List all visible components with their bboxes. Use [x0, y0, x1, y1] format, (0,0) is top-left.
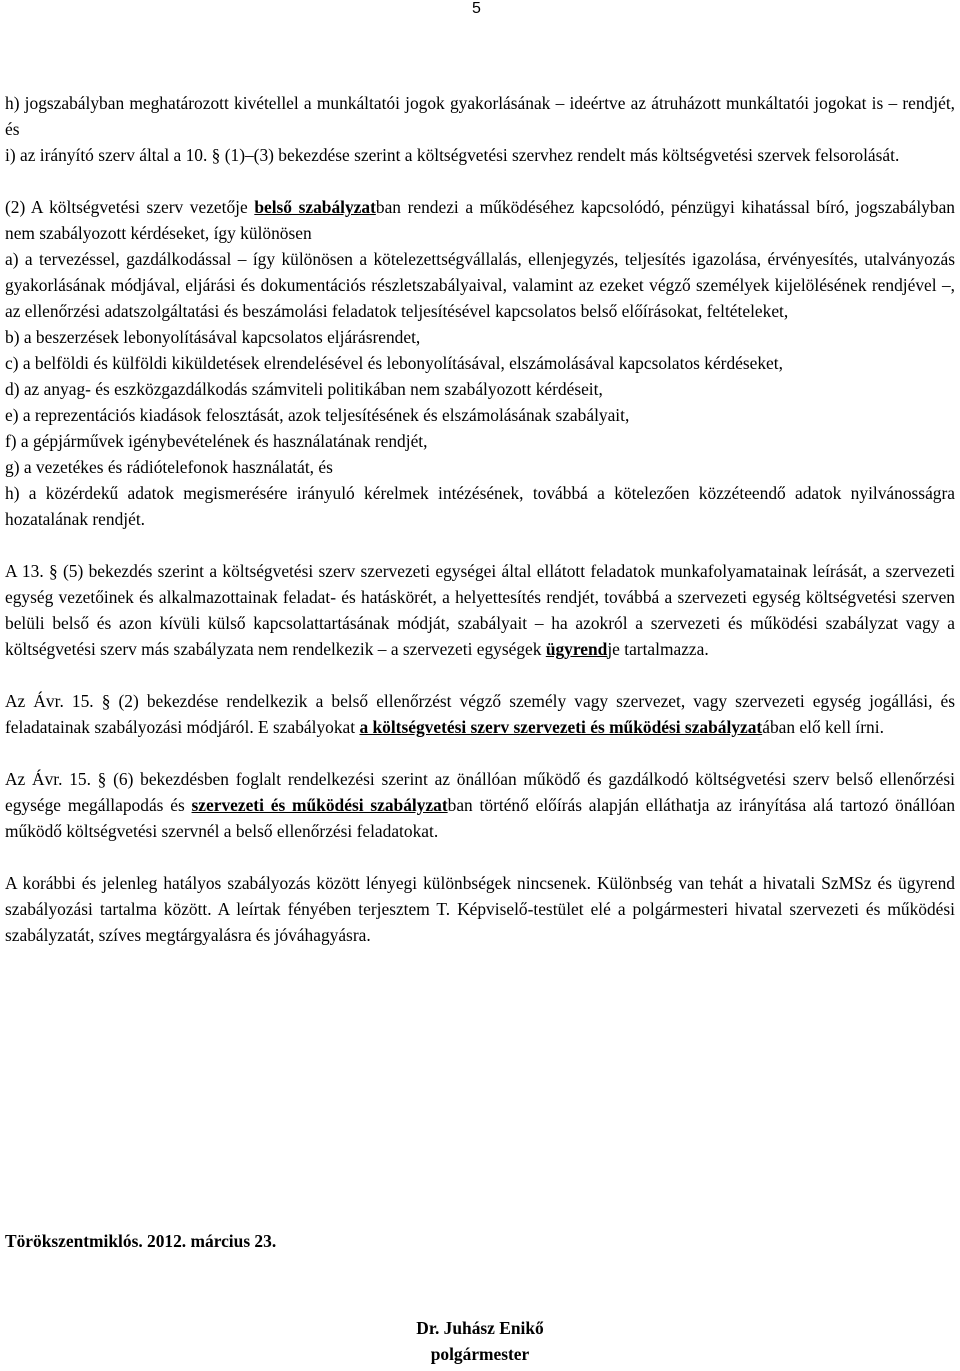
- ugyrend-emphasis: ügyrend: [545, 639, 608, 659]
- intro-text-b: ban rendezi a működéséhez kapcsolódó, pénzügyi kihatással bíró, jogszabályban nem szabályozott kérdéseket, így különösen: [5, 197, 955, 243]
- list-item-f: f) a gépjárművek igénybevételének és használatának rendjét,: [5, 431, 428, 451]
- list-item-h: h) a közérdekű adatok megismerésére irányuló kérelmek intézésének, továbbá a kötelezően közzéteendő adatok nyilvánosságra hozatalának rendjét.: [5, 483, 955, 529]
- intro-text-a: (2) A költségvetési szerv vezetője: [5, 197, 255, 217]
- text-a: A 13. § (5) bekezdés szerint a költségvetési szerv szervezeti egységei által ellátott feladatok munkafolyamatainak leírását, a szervezeti egység vezetőinek és alkalmazottainak feladat- és hatáskörét, a helyettesítés rendjét, továbbá a szervezeti egység költségvetési szerven belüli belső és azon kívüli külső kapcsolattartásának módját, szabályait – ha azokról a szervezeti és működési szabályzat vagy a költségvetési szerv más szabályzata nem rendelkezik – a szervezeti egységek: [5, 561, 955, 659]
- list-item-g: g) a vezetékes és rádiótelefonok használatát, és: [5, 457, 333, 477]
- list-item-h-top: h) jogszabályban meghatározott kivétellel a munkáltatói jogok gyakorlásának – ideértve az átruházott munkáltatói jogokat is – rendjét, és: [5, 93, 955, 139]
- list-item-c: c) a belföldi és külföldi kiküldetések elrendelésével és lebonyolításával, elszámolásával kapcsolatos kérdéseket,: [5, 353, 783, 373]
- paragraph-avr-15-6: [5, 766, 955, 844]
- list-item-b: b) a beszerzések lebonyolításával kapcsolatos eljárásrendet,: [5, 327, 421, 347]
- paragraph-conclusion: A korábbi és jelenleg hatályos szabályozás között lényegi különbségek nincsenek. Különbség van tehát a hivatali SzMSz és ügyrend szabályozási tartalma között. A leírtak fényében terjesztem T. Képviselő-testület elé a polgármesteri hivatal szervezeti és működési szabályzatát, szíves megtárgyalásra és jóváhagyásra.: [5, 873, 955, 945]
- document-body: [5, 90, 955, 948]
- page-number: 5: [472, 0, 481, 17]
- list-item-e: e) a reprezentációs kiadások felosztását, azok teljesítésének és elszámolásának szabályait,: [5, 405, 630, 425]
- paragraph-2-intro: [5, 194, 955, 246]
- paragraph-avr-15-2: [5, 688, 955, 740]
- text-b: je tartalmazza.: [607, 639, 709, 659]
- signatory-title: polgármester: [430, 1344, 530, 1364]
- szmsz-emphasis: szervezeti és működési szabályzat: [191, 795, 448, 815]
- belso-szabalyzat-emphasis: belső szabályzat: [254, 197, 376, 217]
- list-item-d: d) az anyag- és eszközgazdálkodás számviteli politikában nem szabályozott kérdéseit,: [5, 379, 603, 399]
- signatory-name: Dr. Juhász Enikő: [416, 1318, 544, 1338]
- text-b: ban történő előírás alapján elláthatja az irányítása alá tartozó önállóan működő költségvetési szervnél a belső ellenőrzési feladatokat.: [5, 795, 956, 841]
- list-item-i-top: i) az irányító szerv által a 10. § (1)–(3) bekezdése szerint a költségvetési szervhez rendelt más költségvetési szervek felsorolását.: [5, 145, 900, 165]
- text-b: ában elő kell írni.: [762, 717, 884, 737]
- list-item-a: a) a tervezéssel, gazdálkodással – így különösen a kötelezettségvállalás, ellenjegyzés, teljesítés igazolása, érvényesítés, utalványozás gyakorlásának módjával, eljárási és dokumentációs részletszabályaival, valamint az ezeket végző személyek kijelölésének rendjével –, az ellenőrzési adatszolgáltatási és beszámolási feladatok teljesítésével kapcsolatos belső előírásokat, feltételeket,: [5, 249, 955, 321]
- text-a: Az Ávr. 15. § (6) bekezdésben foglalt rendelkezési szerint az önállóan működő és gazdálkodó költségvetési szerv belső ellenőrzési egysége megállapodás és: [5, 769, 955, 815]
- paragraph-13-5: [5, 558, 955, 662]
- szmsz-emphasis: a költségvetési szerv szervezeti és működési szabályzat: [359, 717, 763, 737]
- place-and-date: Törökszentmiklós. 2012. március 23.: [5, 1231, 277, 1251]
- text-a: Az Ávr. 15. § (2) bekezdése rendelkezik a belső ellenőrzést végző személy vagy szervezet, vagy szervezeti egység jogállási, és feladatainak szabályozási módjáról. E szabályokat: [5, 691, 955, 737]
